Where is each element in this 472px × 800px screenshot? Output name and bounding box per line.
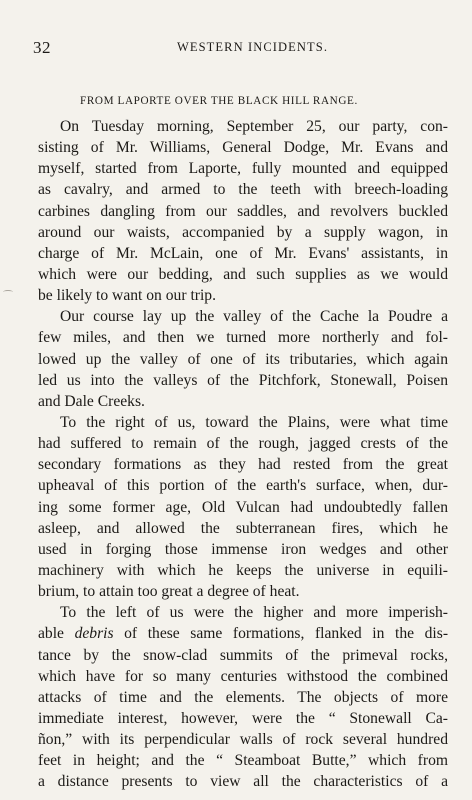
text-line: On Tuesday morning, September 25, our party, con- [60,118,448,135]
text-line: sisting of Mr. Williams, General Dodge, Mr. Evans and [38,139,448,157]
text-line: had suffered to remain of the rough, jagged crests of the [38,435,448,453]
text-line: around our waists, accompanied by a supply wagon, in [38,223,448,241]
text-line: Our course lay up the valley of the Cache la Poudre a [60,308,448,326]
text-line: and Dale Creeks. [38,392,145,410]
text-line: carbines dangling from our saddles, and revolvers buckled [38,202,448,220]
text-line: be likely to want on our trip. [38,287,216,305]
text-line: a distance presents to view all the characteristics of a [38,773,448,791]
text-line: able debris of these same formations, flanked in the dis- [38,625,449,643]
text-line: used in forging those immense iron wedges and other [38,540,448,558]
text-line: lowed up the valley of one of its tributaries, which again [38,350,448,368]
body-text [38,116,448,793]
paragraph-4 [38,602,448,792]
text-line: attacks of time and the elements. The objects of more [38,688,448,706]
text-line: upheaval of this portion of the earth's surface, when, dur- [38,477,448,495]
running-title: WESTERN INCIDENTS. [177,40,329,54]
text-line: feet in height; and the “ Steamboat Butte,” which from [38,752,448,770]
text-line: immediate interest, however, were the “ Stonewall Ca- [38,709,448,727]
section-heading: FROM LAPORTE OVER THE BLACK HILL RANGE. [80,95,358,107]
text-line: asleep, and allowed the subterranean fires, which he [38,519,448,537]
text-line: tance by the snow-clad summits of the primeval rocks, [38,646,448,664]
text-line: charge of Mr. McLain, one of Mr. Evans' assistants, in [38,244,448,262]
page-number: 32 [33,38,51,57]
margin-pencil-mark [3,290,13,294]
text-line: To the left of us were the higher and more imperish- [60,604,448,622]
paragraph-3 [38,412,448,602]
text-line: ing some former age, Old Vulcan had undoubtedly fallen [38,498,448,516]
text-line: which have for so many centuries withstood the combined [38,667,448,685]
text-line: brium, to attain too great a degree of heat. [38,583,300,601]
italic-word: debris [74,625,114,643]
text-line: myself, started from Laporte, fully mounted and equipped [38,160,448,178]
text-line: ñon,” with its perpendicular walls of rock several hundred [38,731,448,749]
text-line: few miles, and then we turned more northerly and fol- [38,329,448,347]
paragraph-2 [38,306,448,412]
running-head [33,38,441,58]
text-line: which were our bedding, and such supplies as we would [38,265,448,283]
paragraph-1 [38,116,448,306]
text-line: as cavalry, and armed to the teeth with breech-loading [38,181,448,199]
text-line: secondary formations as they had rested from the great [38,456,448,474]
text-line: To the right of us, toward the Plains, were what time [60,413,448,431]
text-line: machinery with which he keeps the universe in equili- [38,561,448,579]
text-line: led us into the valleys of the Pitchfork, Stonewall, Poisen [38,371,448,389]
